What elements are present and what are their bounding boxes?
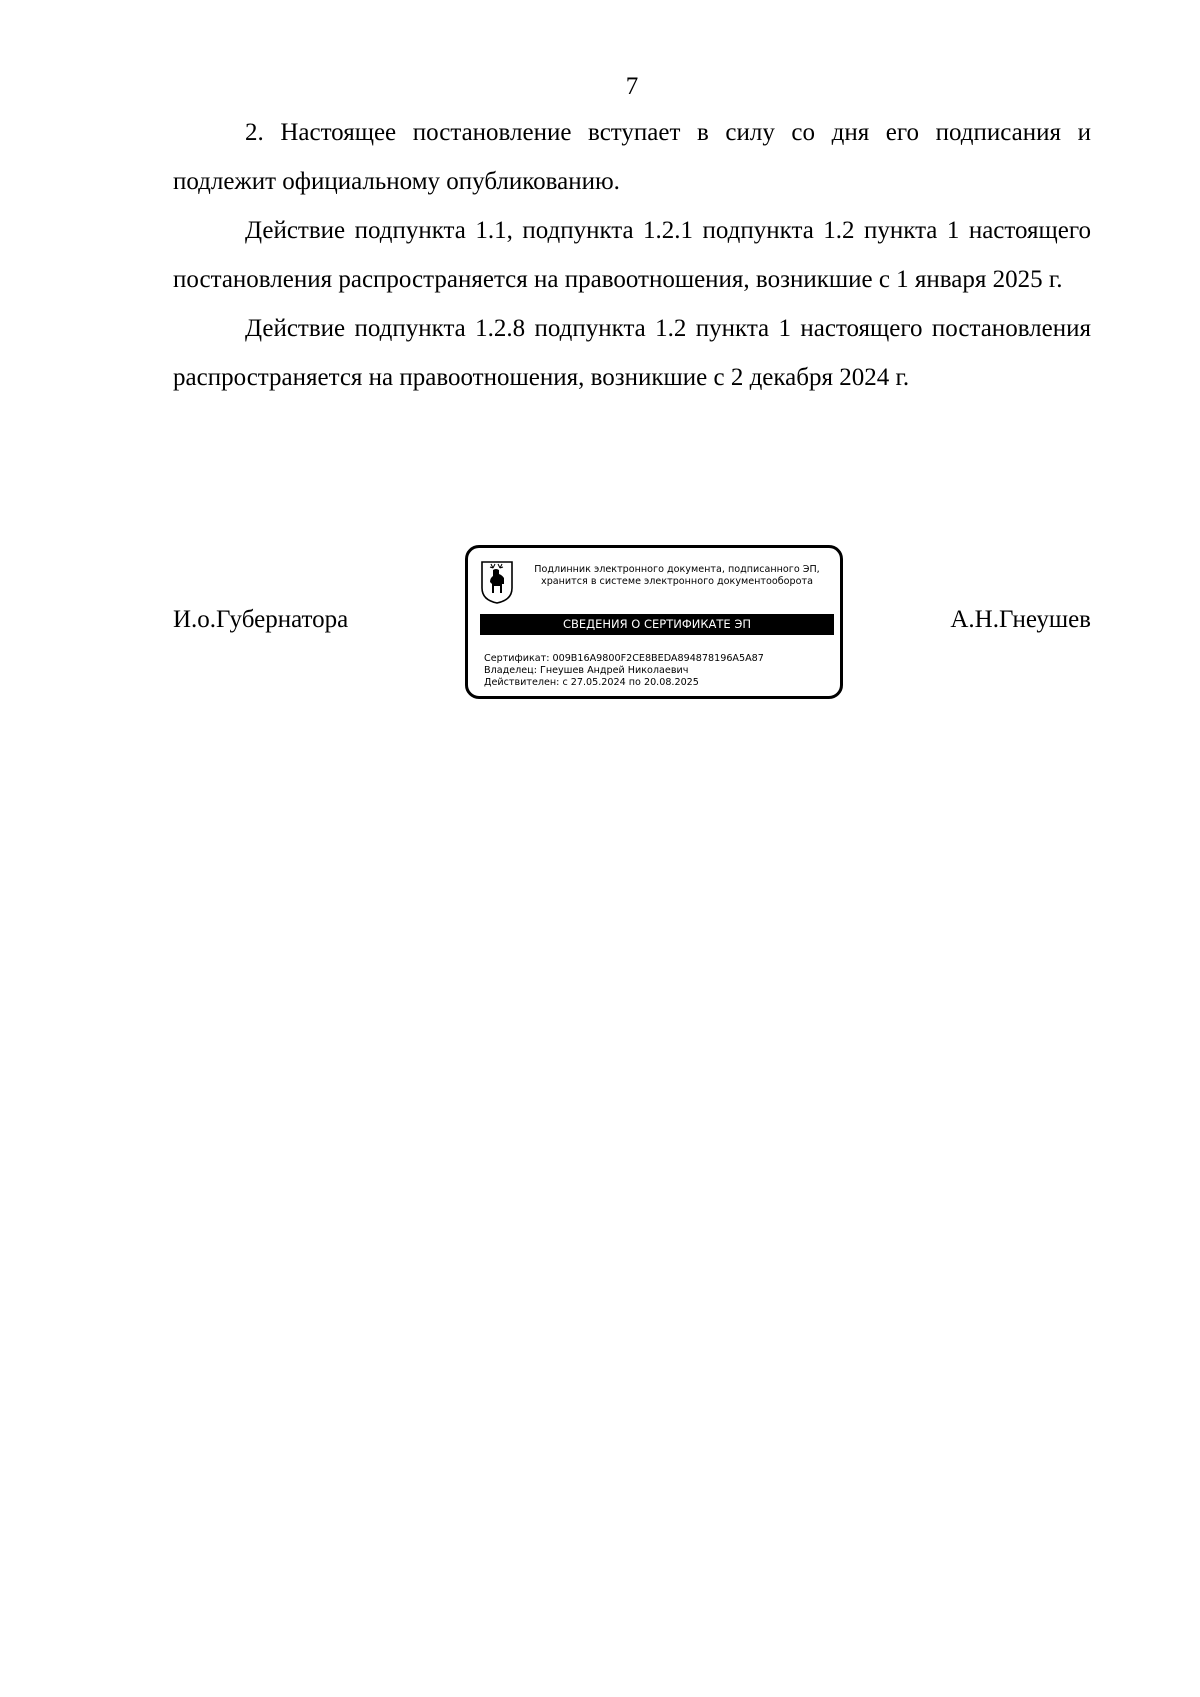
stamp-certificate-details <box>484 653 764 689</box>
certificate-owner: Владелец: Гнеушев Андрей Николаевич <box>484 665 689 676</box>
document-body <box>173 108 1091 402</box>
paragraph-retroactive-2025: Действие подпункта 1.1, подпункта 1.2.1 подпункта 1.2 пункта 1 настоящего постановления распространяется на правоотношения, возникшие с 1 января 2025 г. <box>173 217 1091 293</box>
signature-block <box>173 545 1091 710</box>
paragraph-effective-date: 2. Настоящее постановление вступает в силу со дня его подписания и подлежит официальному опубликованию. <box>173 119 1091 195</box>
stamp-header-line-1: Подлинник электронного документа, подписанного ЭП, <box>534 564 820 575</box>
stamp-header <box>516 564 838 588</box>
page-number: 7 <box>625 73 639 100</box>
deer-coat-of-arms-icon <box>480 560 514 604</box>
stamp-header-line-2: хранится в системе электронного документооборота <box>541 576 813 587</box>
stamp-certificate-bar: СВЕДЕНИЯ О СЕРТИФИКАТЕ ЭП <box>480 614 834 635</box>
paragraph-retroactive-2024: Действие подпункта 1.2.8 подпункта 1.2 пункта 1 настоящего постановления распространяется на правоотношения, возникшие с 2 декабря 2024 г. <box>173 315 1091 391</box>
electronic-signature-stamp <box>465 545 843 699</box>
signer-name: А.Н.Гнеушев <box>950 606 1091 633</box>
certificate-validity: Действителен: с 27.05.2024 по 20.08.2025 <box>484 677 699 688</box>
signer-position: И.о.Губернатора <box>173 606 349 633</box>
certificate-number: Сертификат: 009B16A9800F2CE8BEDA894878196A5A87 <box>484 653 764 664</box>
